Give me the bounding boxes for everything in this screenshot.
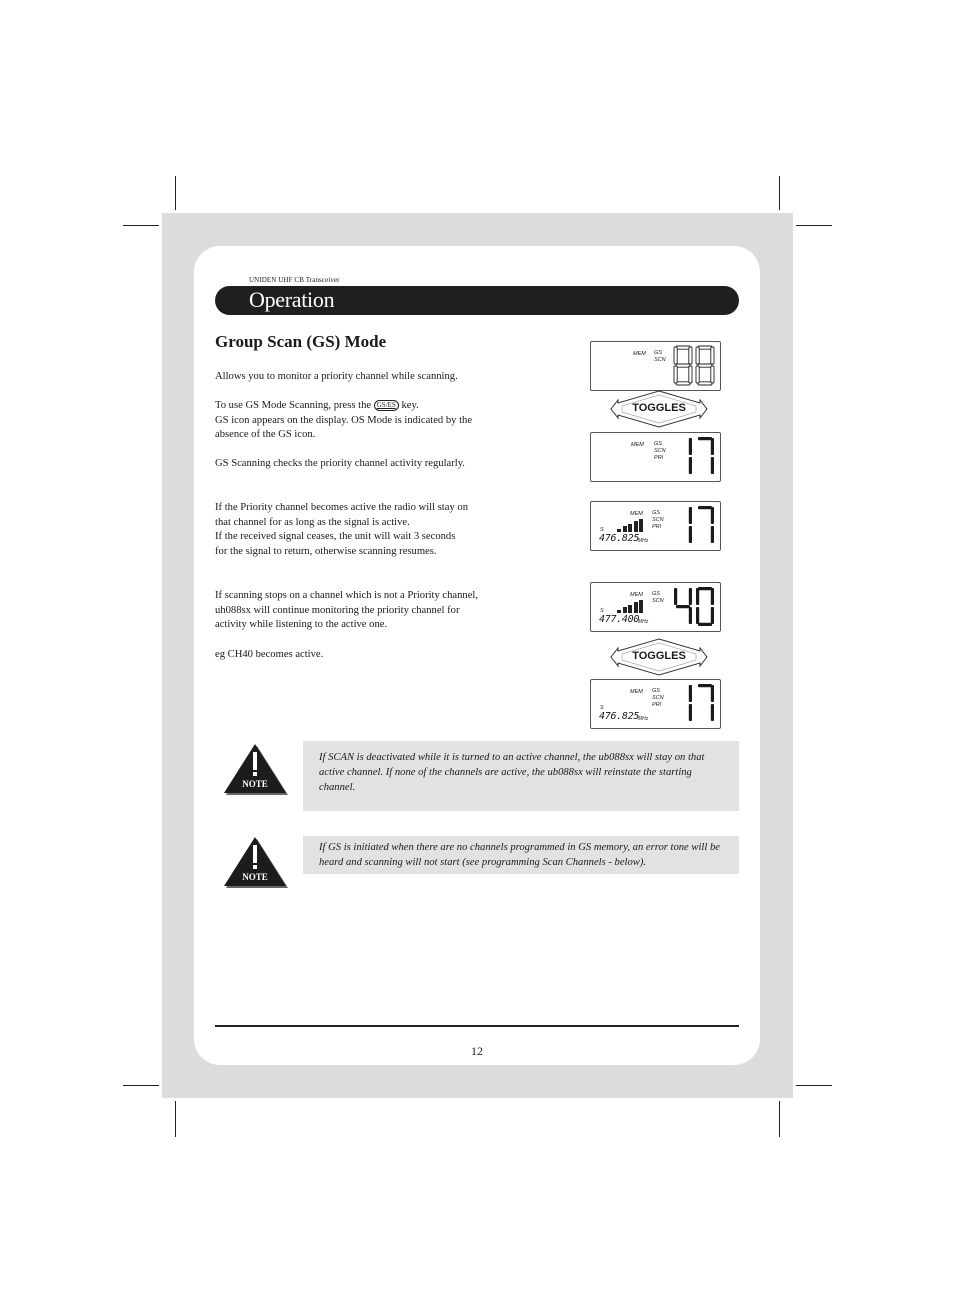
mem-label: MEM xyxy=(630,689,643,695)
text-line: activity while listening to the active one. xyxy=(215,619,388,631)
digit-segment xyxy=(676,605,690,608)
mhz-label: MHz xyxy=(638,619,649,625)
section-title: Operation xyxy=(249,287,335,312)
crop-mark xyxy=(779,176,780,210)
text-line: If the Priority channel becomes active the radio will stay on xyxy=(215,502,468,513)
paragraph-how-to xyxy=(215,399,472,443)
signal-bar xyxy=(617,610,621,613)
digit-segment xyxy=(711,438,714,455)
lcd-display xyxy=(590,432,721,482)
digit-segment xyxy=(711,507,714,524)
lcd-display xyxy=(590,501,721,551)
signal-bar xyxy=(634,521,638,532)
mem-label: MEM xyxy=(631,442,644,448)
digit-segment xyxy=(698,684,712,687)
digit-segment xyxy=(689,704,692,721)
digit-segment xyxy=(676,346,690,349)
signal-meter xyxy=(617,518,643,532)
digit-segment xyxy=(711,347,714,364)
note-text: If SCAN is deactivated while it is turned to an active channel, the ub088sx will stay on that active channel. If none of the channels are active, the ub088sx will reinstate the starting channel. xyxy=(319,752,705,793)
channel-digits xyxy=(672,504,716,548)
note-icon-text: NOTE xyxy=(242,779,268,789)
note-text: If GS is initiated when there are no channels programmed in GS memory, an error tone will be heard and scanning will not start (see programming Scan Channels - below). xyxy=(319,842,720,868)
signal-bar xyxy=(628,605,632,613)
note-box xyxy=(303,836,739,874)
digit-segment xyxy=(698,587,712,590)
text-press: To use GS Mode Scanning, press the xyxy=(215,400,372,411)
signal-bar xyxy=(623,526,627,532)
channel-digits xyxy=(672,435,716,479)
crop-mark xyxy=(123,225,159,226)
gs-key-icon: GS/ES xyxy=(374,400,399,411)
channel-digits xyxy=(672,585,716,629)
pri-label: PRI xyxy=(652,524,662,530)
digit-segment xyxy=(696,607,699,624)
s-meter-label: S xyxy=(600,527,604,533)
text-line: absence of the GS icon. xyxy=(215,429,316,441)
crop-mark xyxy=(796,225,832,226)
toggles-indicator xyxy=(610,638,708,676)
frequency-readout: 476.825 xyxy=(599,533,640,544)
mhz-label: MHz xyxy=(638,538,649,544)
lcd-display xyxy=(590,679,721,729)
digit-segment xyxy=(689,507,692,524)
digit-segment xyxy=(676,364,690,367)
page-heading: Group Scan (GS) Mode xyxy=(215,332,387,351)
digit-segment xyxy=(698,437,712,440)
paragraph-check: GS Scanning checks the priority channel activity regularly. xyxy=(215,458,465,469)
digit-segment xyxy=(689,526,692,543)
digit-segment xyxy=(711,366,714,383)
warning-note-icon xyxy=(224,744,288,796)
scn-label: SCN xyxy=(652,517,664,523)
scn-label: SCN xyxy=(652,695,664,701)
digit-segment xyxy=(674,588,677,605)
gs-label: GS xyxy=(652,510,660,516)
digit-segment xyxy=(698,364,712,367)
digit-segment xyxy=(711,704,714,721)
digit-segment xyxy=(711,526,714,543)
toggles-label: TOGGLES xyxy=(632,402,686,414)
signal-bar xyxy=(623,607,627,613)
frequency-readout: 476.825 xyxy=(599,711,640,722)
gs-label: GS xyxy=(652,591,660,597)
gs-label: GS xyxy=(652,688,660,694)
mhz-label: MHz xyxy=(638,716,649,722)
toggles-label: TOGGLES xyxy=(632,650,686,662)
crop-mark xyxy=(175,1101,176,1137)
text-key: key. xyxy=(401,400,419,411)
signal-bar xyxy=(639,600,643,613)
digit-segment xyxy=(689,457,692,474)
lcd-display xyxy=(590,582,721,632)
paragraph-example: eg CH40 becomes active. xyxy=(215,649,324,660)
paragraph-intro: Allows you to monitor a priority channel while scanning. xyxy=(215,371,458,382)
crop-mark xyxy=(796,1085,832,1086)
signal-bar xyxy=(617,529,621,532)
brand-label: UNIDEN UHF CB Transceiver xyxy=(249,276,340,284)
note-box xyxy=(303,741,739,811)
mem-label: MEM xyxy=(630,592,643,598)
digit-segment xyxy=(698,382,712,385)
digit-segment xyxy=(689,685,692,702)
digit-segment xyxy=(689,588,692,605)
text-line: GS icon appears on the display. OS Mode is indicated by the xyxy=(215,414,473,426)
mem-label: MEM xyxy=(633,351,646,357)
footer-rule xyxy=(215,1025,739,1027)
section-banner xyxy=(215,286,739,315)
digit-segment xyxy=(698,346,712,349)
crop-mark xyxy=(123,1085,159,1086)
text-line: uh088sx will continue monitoring the priority channel for xyxy=(215,604,460,616)
text-line: If the received signal ceases, the unit will wait 3 seconds xyxy=(215,531,456,543)
mem-label: MEM xyxy=(630,511,643,517)
digit-segment xyxy=(696,588,699,605)
text-line: for the signal to return, otherwise scanning resumes. xyxy=(215,545,437,557)
text-line: If scanning stops on a channel which is not a Priority channel, xyxy=(215,590,479,601)
gs-label: GS xyxy=(654,441,662,447)
lcd-display xyxy=(590,341,721,391)
pri-label: PRI xyxy=(654,455,664,461)
s-meter-label: S xyxy=(600,608,604,614)
digit-segment xyxy=(698,506,712,509)
digit-segment xyxy=(711,607,714,624)
signal-bar xyxy=(634,602,638,613)
pri-label: PRI xyxy=(652,702,662,708)
digit-segment xyxy=(711,685,714,702)
crop-mark xyxy=(779,1101,780,1137)
scn-label: SCN xyxy=(652,598,664,604)
text-line: that channel for as long as the signal is active. xyxy=(215,516,410,528)
paragraph-non-priority xyxy=(215,589,478,633)
crop-mark xyxy=(175,176,176,210)
digit-segment xyxy=(696,366,699,383)
scn-label: SCN xyxy=(654,357,666,363)
s-meter-label: S xyxy=(600,705,604,711)
digit-segment xyxy=(674,347,677,364)
toggles-indicator xyxy=(610,390,708,428)
signal-bar xyxy=(628,524,632,532)
page-number: 12 xyxy=(471,1044,483,1058)
channel-digits xyxy=(672,682,716,726)
digit-segment xyxy=(689,366,692,383)
signal-bar xyxy=(639,519,643,532)
digit-segment xyxy=(676,382,690,385)
digit-segment xyxy=(711,457,714,474)
digit-segment xyxy=(698,623,712,626)
scn-label: SCN xyxy=(654,448,666,454)
digit-segment xyxy=(674,366,677,383)
note-icon-text: NOTE xyxy=(242,872,268,882)
channel-digits xyxy=(672,344,716,388)
warning-note-icon xyxy=(224,837,288,889)
digit-segment xyxy=(689,347,692,364)
frequency-readout: 477.400 xyxy=(599,614,640,625)
digit-segment xyxy=(689,438,692,455)
digit-segment xyxy=(696,347,699,364)
digit-segment xyxy=(711,588,714,605)
signal-meter xyxy=(617,597,643,613)
digit-segment xyxy=(689,607,692,624)
gs-label: GS xyxy=(654,350,662,356)
paragraph-priority xyxy=(215,501,468,559)
